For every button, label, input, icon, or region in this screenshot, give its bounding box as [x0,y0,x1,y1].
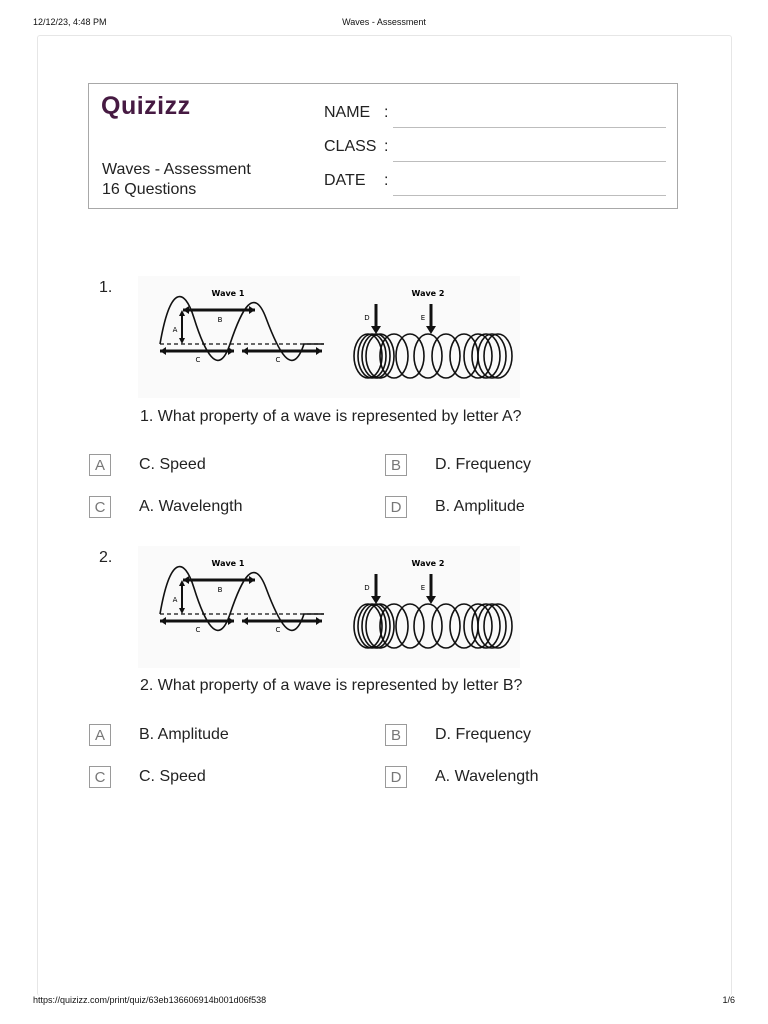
label-c2: C [275,356,281,364]
class-line [393,161,666,162]
date-colon: : [384,172,389,189]
arrow-b-right-head [249,306,255,314]
q2-option-d-text[interactable]: A. Wavelength [435,768,539,785]
wave-diagram [138,276,520,398]
question-2-number: 2. [99,549,113,566]
name-colon: : [384,104,389,121]
label-c2: C [275,626,281,634]
q2-option-b-letter[interactable]: B [385,724,407,746]
label-b: B [217,316,223,324]
q1-option-a-letter[interactable]: A [89,454,111,476]
print-url: https://quizizz.com/print/quiz/63eb136606914b001d06f538 [33,995,267,1005]
q2-option-a-text[interactable]: B. Amplitude [139,726,229,743]
class-label: CLASS [324,138,377,155]
page-number: 1/6 [722,995,735,1005]
wave-diagram [138,546,520,668]
name-label: NAME [324,104,371,121]
q1-option-d-letter[interactable]: D [385,496,407,518]
wave1-title: Wave 1 [211,559,245,568]
label-c1: C [195,356,201,364]
name-line [393,127,666,128]
label-b: B [217,586,223,594]
print-footer [33,995,735,1007]
date-line [393,195,666,196]
label-c1: C [195,626,201,634]
wave2-title: Wave 2 [411,289,445,298]
q1-option-b-text[interactable]: D. Frequency [435,456,532,473]
q2-option-a-letter[interactable]: A [89,724,111,746]
q2-option-c-text[interactable]: C. Speed [139,768,206,785]
wave2-title: Wave 2 [411,559,445,568]
name-field [324,98,666,128]
question-2-text: 2. What property of a wave is represented by letter B? [140,677,523,694]
print-header [33,17,735,29]
label-e: E [420,584,426,592]
print-date: 12/12/23, 4:48 PM [33,17,107,27]
q1-option-b-letter[interactable]: B [385,454,407,476]
question-2-figure [138,546,520,668]
class-colon: : [384,138,389,155]
class-field [324,132,666,162]
label-e: E [420,314,426,322]
question-1-text: 1. What property of a wave is represented by letter A? [140,408,522,425]
date-field [324,166,666,196]
q2-option-b-text[interactable]: D. Frequency [435,726,532,743]
quiz-title: Waves - Assessment [102,161,251,178]
print-title: Waves - Assessment [342,17,426,27]
q2-option-d-letter[interactable]: D [385,766,407,788]
label-a: A [172,596,178,604]
q1-option-a-text[interactable]: C. Speed [139,456,206,473]
label-d: D [364,314,370,322]
question-1-figure [138,276,520,398]
label-d: D [364,584,370,592]
q1-option-d-text[interactable]: B. Amplitude [435,498,525,515]
q1-option-c-letter[interactable]: C [89,496,111,518]
quiz-header-box [88,83,678,209]
quizizz-logo: Quizizz [101,92,191,120]
label-a: A [172,326,178,334]
q2-option-c-letter[interactable]: C [89,766,111,788]
q1-option-c-text[interactable]: A. Wavelength [139,498,243,515]
question-1-number: 1. [99,279,113,296]
arrow-a-bottom-head [179,338,185,344]
spring-coils [354,334,512,378]
wave1-title: Wave 1 [211,289,245,298]
date-label: DATE [324,172,366,189]
spring-coils [354,604,512,648]
question-count: 16 Questions [102,181,197,198]
arrow-b-left-head [183,306,189,314]
